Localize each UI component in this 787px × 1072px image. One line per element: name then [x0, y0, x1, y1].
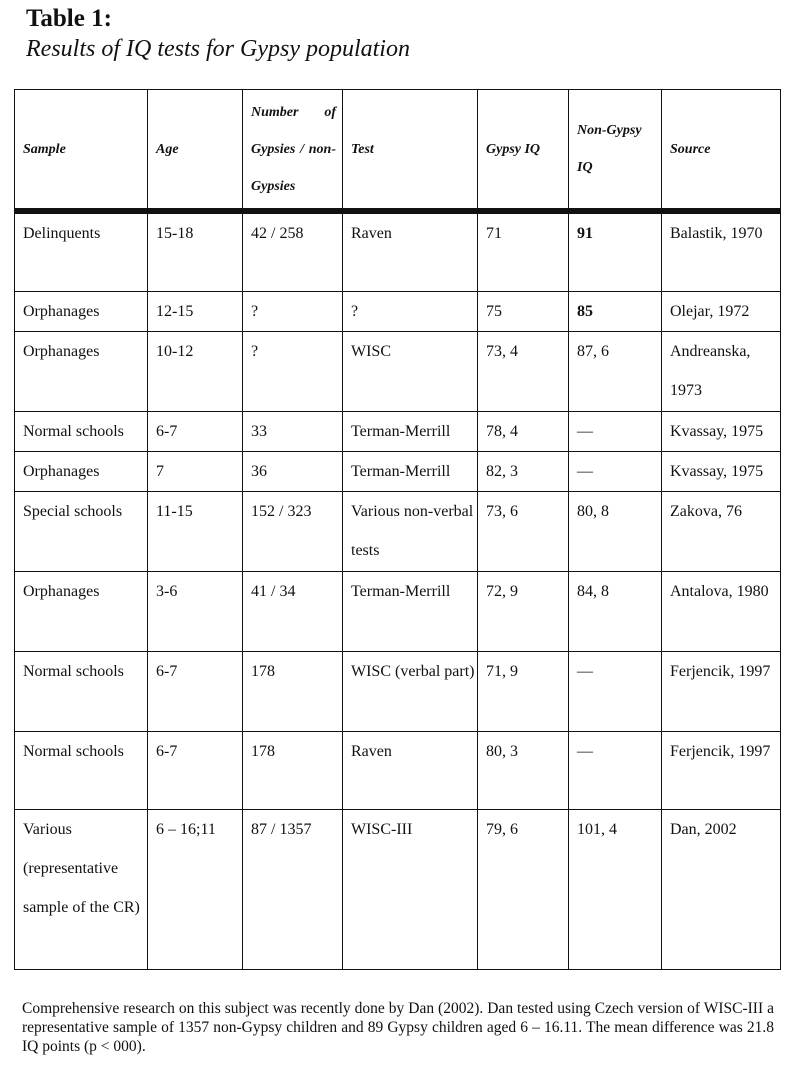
cell-age: 7	[148, 451, 243, 491]
cell-non-gypsy-iq: —	[569, 731, 662, 809]
cell-non-gypsy-iq: 87, 6	[569, 331, 662, 411]
cell-sample: Orphanages	[15, 331, 148, 411]
cell-non-gypsy-iq: 91	[569, 211, 662, 291]
table-row	[15, 291, 781, 331]
cell-gypsy-iq: 72, 9	[478, 571, 569, 651]
cell-non-gypsy-iq: 85	[569, 291, 662, 331]
cell-age: 6-7	[148, 651, 243, 731]
header-age: Age	[148, 90, 243, 212]
header-source: Source	[662, 90, 781, 212]
cell-sample: Normal schools	[15, 651, 148, 731]
cell-source: Olejar, 1972	[662, 291, 781, 331]
header-sample: Sample	[15, 90, 148, 212]
cell-test: Terman-Merrill	[343, 571, 478, 651]
cell-non-gypsy-iq: —	[569, 651, 662, 731]
header-test: Test	[343, 90, 478, 212]
cell-number: 33	[243, 411, 343, 451]
table-row	[15, 411, 781, 451]
header-gypsy-iq: Gypsy IQ	[478, 90, 569, 212]
header-non-gypsy-iq: Non-Gypsy IQ	[569, 90, 662, 212]
cell-age: 3-6	[148, 571, 243, 651]
cell-gypsy-iq: 71, 9	[478, 651, 569, 731]
cell-source: Zakova, 76	[662, 491, 781, 571]
cell-gypsy-iq: 78, 4	[478, 411, 569, 451]
cell-age: 6-7	[148, 411, 243, 451]
table-row	[15, 211, 781, 291]
table-row	[15, 809, 781, 969]
cell-gypsy-iq: 71	[478, 211, 569, 291]
cell-gypsy-iq: 79, 6	[478, 809, 569, 969]
cell-number: 178	[243, 731, 343, 809]
cell-gypsy-iq: 82, 3	[478, 451, 569, 491]
cell-age: 11-15	[148, 491, 243, 571]
cell-sample: Normal schools	[15, 411, 148, 451]
table-row	[15, 651, 781, 731]
cell-source: Kvassay, 1975	[662, 411, 781, 451]
iq-results-table	[14, 89, 781, 970]
table-row	[15, 331, 781, 411]
cell-non-gypsy-iq: 80, 8	[569, 491, 662, 571]
cell-source: Ferjencik, 1997	[662, 731, 781, 809]
cell-test: Raven	[343, 731, 478, 809]
cell-sample: Normal schools	[15, 731, 148, 809]
cell-sample: Orphanages	[15, 291, 148, 331]
cell-non-gypsy-iq: —	[569, 411, 662, 451]
table-row	[15, 731, 781, 809]
cell-test: Terman-Merrill	[343, 411, 478, 451]
table-number: Table 1:	[26, 5, 112, 32]
cell-test: Raven	[343, 211, 478, 291]
cell-non-gypsy-iq: —	[569, 451, 662, 491]
cell-test: Terman-Merrill	[343, 451, 478, 491]
cell-source: Antalova, 1980	[662, 571, 781, 651]
cell-non-gypsy-iq: 84, 8	[569, 571, 662, 651]
cell-number: ?	[243, 291, 343, 331]
cell-test: Various non-verbal tests	[343, 491, 478, 571]
cell-test: WISC (verbal part)	[343, 651, 478, 731]
cell-age: 15-18	[148, 211, 243, 291]
table-header-row	[15, 90, 781, 212]
cell-source: Ferjencik, 1997	[662, 651, 781, 731]
cell-test: WISC	[343, 331, 478, 411]
table-row	[15, 571, 781, 651]
cell-number: 152 / 323	[243, 491, 343, 571]
footnote-paragraph: Comprehensive research on this subject was recently done by Dan (2002). Dan tested using Czech version of WISC-III a representative sample of 1357 non-Gypsy children and 89 Gypsy children aged 6 – 16.11. The mean difference was 21.8 IQ points (p < 000).	[22, 1000, 774, 1055]
table-row	[15, 491, 781, 571]
cell-gypsy-iq: 80, 3	[478, 731, 569, 809]
cell-age: 10-12	[148, 331, 243, 411]
cell-age: 6 – 16;11	[148, 809, 243, 969]
cell-source: Andreanska, 1973	[662, 331, 781, 411]
table-caption: Results of IQ tests for Gypsy population	[26, 36, 410, 62]
cell-sample: Special schools	[15, 491, 148, 571]
cell-source: Dan, 2002	[662, 809, 781, 969]
cell-gypsy-iq: 73, 4	[478, 331, 569, 411]
cell-gypsy-iq: 75	[478, 291, 569, 331]
cell-sample: Orphanages	[15, 451, 148, 491]
cell-test: WISC-III	[343, 809, 478, 969]
cell-age: 12-15	[148, 291, 243, 331]
cell-number: ?	[243, 331, 343, 411]
cell-number: 42 / 258	[243, 211, 343, 291]
cell-number: 178	[243, 651, 343, 731]
cell-number: 36	[243, 451, 343, 491]
cell-age: 6-7	[148, 731, 243, 809]
cell-source: Kvassay, 1975	[662, 451, 781, 491]
cell-number: 41 / 34	[243, 571, 343, 651]
cell-non-gypsy-iq: 101, 4	[569, 809, 662, 969]
cell-test: ?	[343, 291, 478, 331]
cell-sample: Various (representative sample of the CR)	[15, 809, 148, 969]
table-title-block	[26, 4, 766, 64]
cell-gypsy-iq: 73, 6	[478, 491, 569, 571]
table-row	[15, 451, 781, 491]
cell-sample: Delinquents	[15, 211, 148, 291]
cell-sample: Orphanages	[15, 571, 148, 651]
cell-source: Balastik, 1970	[662, 211, 781, 291]
cell-number: 87 / 1357	[243, 809, 343, 969]
header-number: Number of Gypsies / non-Gypsies	[243, 90, 343, 212]
